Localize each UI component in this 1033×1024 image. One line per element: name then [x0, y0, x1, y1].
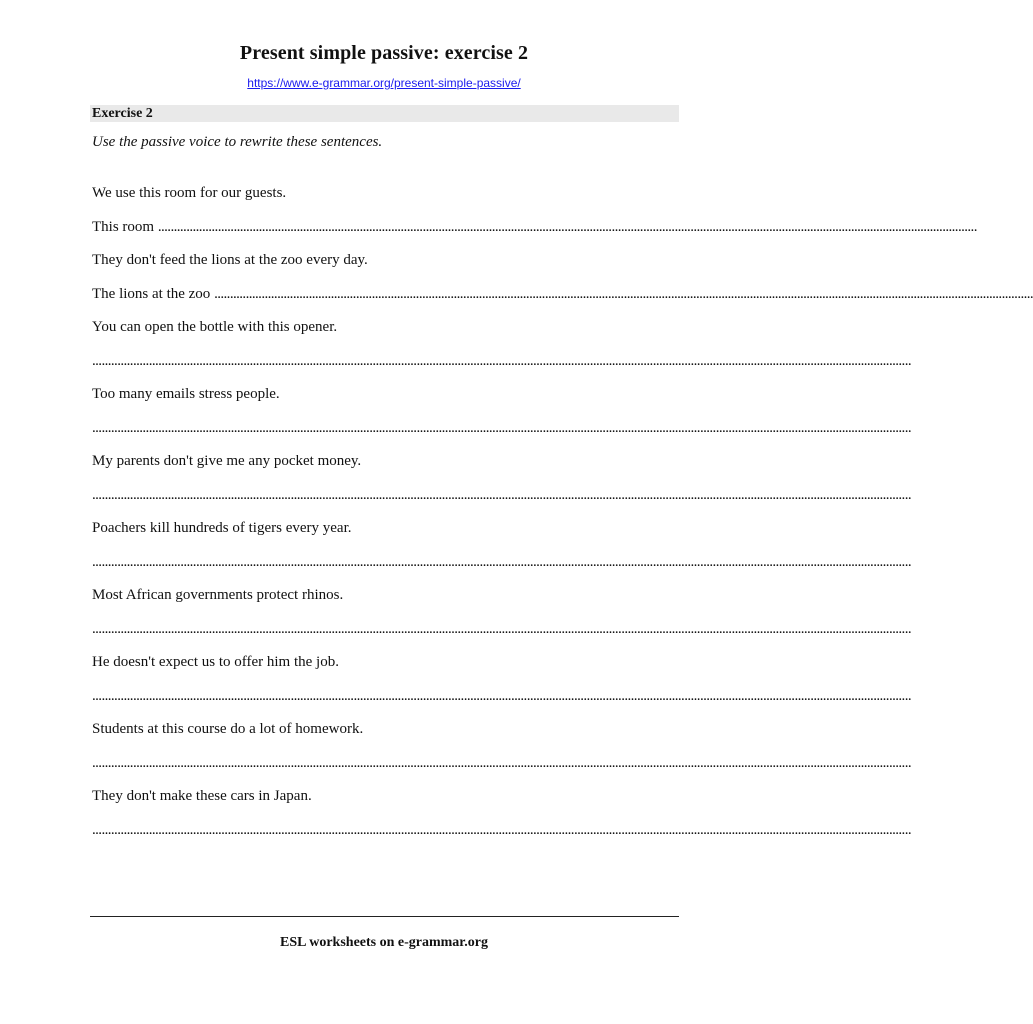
answer-dotted-blank: ....................................................................................................................................................................................................................................................................	[157, 218, 977, 235]
answer-dotted-blank: ....................................................................................................................................................................................................................................................................	[92, 419, 912, 436]
answer-prefix: This room	[92, 218, 158, 235]
answer-prefix: The lions at the zoo	[92, 285, 215, 302]
exercise-sentence: They don't make these cars in Japan.	[92, 788, 312, 804]
answer-dotted-blank: ....................................................................................................................................................................................................................................................................	[92, 553, 912, 570]
answer-dotted-blank: ....................................................................................................................................................................................................................................................................	[214, 285, 1033, 302]
answer-line[interactable]	[92, 486, 912, 521]
answer-dotted-blank: ....................................................................................................................................................................................................................................................................	[92, 620, 912, 637]
answer-line[interactable]	[92, 285, 1033, 320]
exercise-sentence: You can open the bottle with this opener.	[92, 319, 338, 335]
exercise-instructions: Use the passive voice to rewrite these sentences.	[92, 134, 383, 150]
exercise-sentence: Too many emails stress people.	[92, 386, 280, 402]
page-title: Present simple passive: exercise 2	[239, 42, 529, 64]
exercise-heading: Exercise 2	[90, 105, 679, 122]
answer-line[interactable]	[92, 821, 912, 856]
source-link[interactable]: https://www.e-grammar.org/present-simple-passive/	[247, 76, 521, 90]
answer-dotted-blank: ....................................................................................................................................................................................................................................................................	[92, 821, 912, 838]
answer-line[interactable]	[92, 754, 912, 789]
exercise-sentence: They don't feed the lions at the zoo every day.	[92, 252, 368, 268]
exercise-sentence: Students at this course do a lot of homework.	[92, 721, 364, 737]
answer-line[interactable]	[92, 218, 977, 253]
answer-dotted-blank: ....................................................................................................................................................................................................................................................................	[92, 352, 912, 369]
exercise-sentence: He doesn't expect us to offer him the job.	[92, 654, 339, 670]
answer-dotted-blank: ....................................................................................................................................................................................................................................................................	[92, 486, 912, 503]
exercise-sentence: We use this room for our guests.	[92, 185, 287, 201]
exercise-sentence: Poachers kill hundreds of tigers every year.	[92, 520, 352, 536]
answer-line[interactable]	[92, 687, 912, 722]
footer-text: ESL worksheets on e-grammar.org	[280, 935, 488, 950]
answer-line[interactable]	[92, 419, 912, 454]
answer-line[interactable]	[92, 620, 912, 655]
exercise-items-list	[92, 185, 1033, 855]
answer-dotted-blank: ....................................................................................................................................................................................................................................................................	[92, 687, 912, 704]
footer-divider	[90, 916, 679, 917]
exercise-sentence: My parents don't give me any pocket money.	[92, 453, 362, 469]
answer-dotted-blank: ....................................................................................................................................................................................................................................................................	[92, 754, 912, 771]
answer-line[interactable]	[92, 352, 912, 387]
exercise-sentence: Most African governments protect rhinos.	[92, 587, 344, 603]
answer-line[interactable]	[92, 553, 912, 588]
